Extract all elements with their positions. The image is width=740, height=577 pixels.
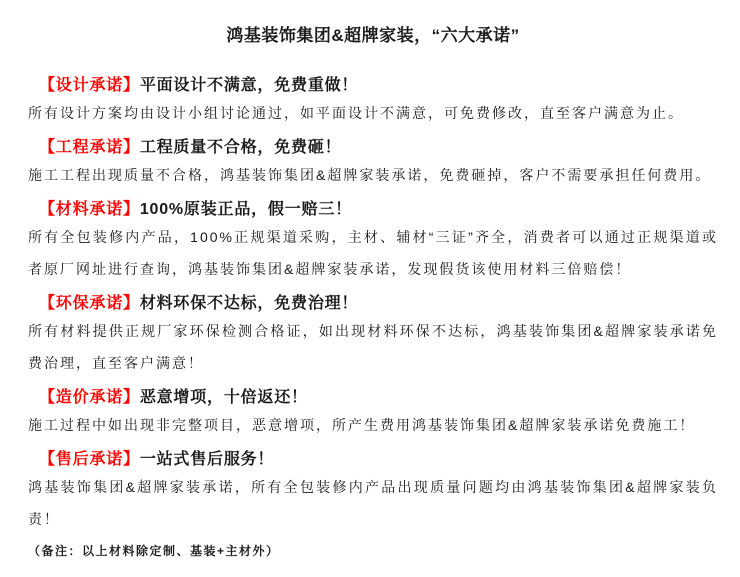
section-label-environment: 【环保承诺】 — [39, 295, 140, 312]
section-headline-cost: 恶意增项，十倍返还！ — [139, 389, 308, 406]
section-body-material: 所有全包装修内产品，100%正规渠道采购，主材、辅材“三证”齐全，消费者可以通过正规渠道或者原厂网址进行查询，鸿基装饰集团&超牌家装承诺，发现假货该使用材料三倍赔偿！ — [28, 229, 718, 277]
section-headline-environment: 材料环保不达标，免费治理！ — [139, 295, 359, 312]
section-label-design: 【设计承诺】 — [39, 77, 140, 94]
footnote: （备注：以上材料除定制、基装+主材外） — [28, 544, 280, 558]
section-label-cost: 【造价承诺】 — [39, 389, 140, 406]
section-label-engineering: 【工程承诺】 — [39, 139, 140, 156]
section-headline-engineering: 工程质量不合格，免费砸！ — [139, 139, 342, 156]
section-heading-environment — [39, 294, 718, 314]
section-headline-aftersales: 一站式售后服务！ — [139, 451, 275, 468]
section-heading-cost — [39, 388, 718, 408]
section-headline-material: 100%原装正品，假一赔三！ — [139, 201, 352, 218]
section-label-aftersales: 【售后承诺】 — [39, 451, 140, 468]
section-heading-aftersales — [39, 450, 718, 470]
section-heading-material — [39, 200, 718, 220]
page-title: 鸿基装饰集团&超牌家装，“六大承诺” — [226, 26, 520, 45]
section-body-design: 所有设计方案均由设计小组讨论通过，如平面设计不满意，可免费修改，直至客户满意为止。 — [28, 105, 684, 121]
section-heading-engineering — [39, 138, 718, 158]
section-body-engineering: 施工工程出现质量不合格，鸿基装饰集团&超牌家装承诺，免费砸掉，客户不需要承担任何费用。 — [28, 167, 712, 183]
section-body-aftersales: 鸿基装饰集团&超牌家装承诺，所有全包装修内产品出现质量问题均由鸿基装饰集团&超牌家装负责！ — [28, 479, 718, 527]
section-headline-design: 平面设计不满意，免费重做！ — [139, 77, 359, 94]
section-body-environment: 所有材料提供正规厂家环保检测合格证，如出现材料环保不达标，鸿基装饰集团&超牌家装承诺免费治理，直至客户满意！ — [28, 323, 718, 371]
section-heading-design — [39, 76, 718, 96]
section-label-material: 【材料承诺】 — [39, 201, 140, 218]
section-body-cost: 施工过程中如出现非完整项目，恶意增项，所产生费用鸿基装饰集团&超牌家装承诺免费施工！ — [28, 417, 696, 433]
